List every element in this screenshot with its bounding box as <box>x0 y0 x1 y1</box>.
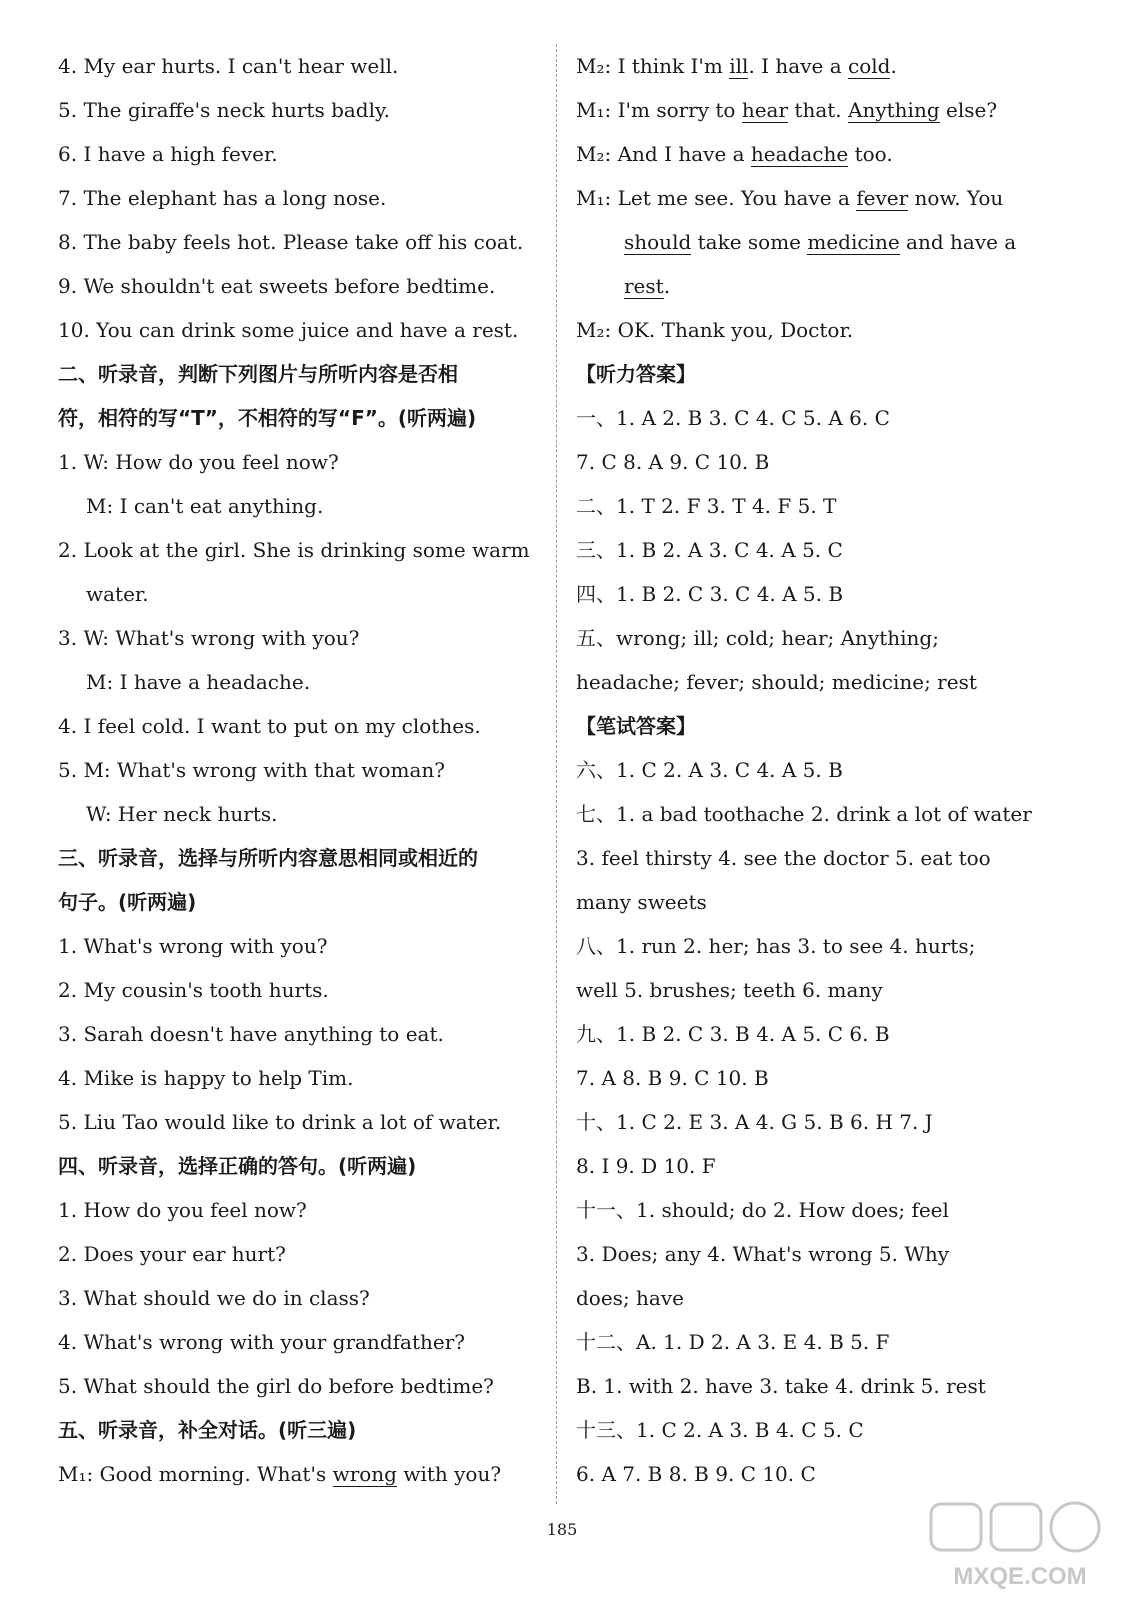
text-line: 4. What's wrong with your grandfather? <box>58 1330 465 1354</box>
text-line: 1. W: How do you feel now? <box>58 450 339 474</box>
answer-line: 一、1. A 2. B 3. C 4. C 5. A 6. C <box>576 406 890 430</box>
watermark-logo <box>925 1498 1115 1594</box>
watermark-text: MXQE.COM <box>953 1563 1087 1590</box>
dialogue-line <box>576 264 1056 308</box>
dialogue-text: M₁: I'm sorry to <box>576 98 742 122</box>
listening-answers-heading: 【听力答案】 <box>576 362 696 386</box>
text-line: 3. Sarah doesn't have anything to eat. <box>58 1022 444 1046</box>
dialogue-text: M₁: Good morning. What's <box>58 1462 333 1486</box>
answer-line: 三、1. B 2. A 3. C 4. A 5. C <box>576 538 843 562</box>
answer-line: 7. C 8. A 9. C 10. B <box>576 450 770 474</box>
answer-underline: fever <box>856 186 909 210</box>
answer-underline: rest <box>624 274 664 298</box>
answer-line: 九、1. B 2. C 3. B 4. A 5. C 6. B <box>576 1022 890 1046</box>
answer-line: 十一、1. should; do 2. How does; feel <box>576 1198 949 1222</box>
answer-underline: headache <box>750 142 849 166</box>
answer-line: 十三、1. C 2. A 3. B 4. C 5. C <box>576 1418 864 1442</box>
dialogue-line <box>576 176 1056 220</box>
answer-underline: should <box>624 230 692 254</box>
answer-line: 二、1. T 2. F 3. T 4. F 5. T <box>576 494 837 518</box>
answer-line: B. 1. with 2. have 3. take 4. drink 5. rest <box>576 1374 986 1398</box>
answer-line: 八、1. run 2. her; has 3. to see 4. hurts; <box>576 934 976 958</box>
dialogue-text: else? <box>939 98 998 122</box>
answer-line: 7. A 8. B 9. C 10. B <box>576 1066 769 1090</box>
answer-line: 六、1. C 2. A 3. C 4. A 5. B <box>576 758 843 782</box>
dialogue-line <box>576 88 1056 132</box>
answer-underline: Anything <box>848 98 940 122</box>
answer-underline: cold <box>848 54 891 78</box>
page-number: 185 <box>546 1520 578 1539</box>
dialogue-text: with you? <box>396 1462 502 1486</box>
text-line: 7. The elephant has a long nose. <box>58 186 387 210</box>
answer-line: 四、1. B 2. C 3. C 4. A 5. B <box>576 582 844 606</box>
text-line: 3. What should we do in class? <box>58 1286 370 1310</box>
answer-line: 6. A 7. B 8. B 9. C 10. C <box>576 1462 816 1486</box>
text-line: 4. Mike is happy to help Tim. <box>58 1066 354 1090</box>
section-title: 二、听录音，判断下列图片与所听内容是否相 <box>58 362 458 386</box>
answer-underline: medicine <box>807 230 900 254</box>
dialogue-text: and have a <box>899 230 1017 254</box>
answer-underline: ill <box>729 54 749 78</box>
answer-line: well 5. brushes; teeth 6. many <box>576 978 883 1002</box>
answer-line: 五、wrong; ill; cold; hear; Anything; <box>576 626 939 650</box>
answer-line: headache; fever; should; medicine; rest <box>576 670 977 694</box>
answer-line: many sweets <box>576 890 707 914</box>
text-line: 4. My ear hurts. I can't hear well. <box>58 54 399 78</box>
dialogue-line <box>58 1452 548 1496</box>
right-column <box>576 44 1056 1496</box>
answer-line: does; have <box>576 1286 684 1310</box>
dialogue-text: take some <box>691 230 808 254</box>
answer-line: 七、1. a bad toothache 2. drink a lot of water <box>576 802 1032 826</box>
text-line: 3. W: What's wrong with you? <box>58 626 360 650</box>
answer-underline: hear <box>741 98 789 122</box>
text-line: 6. I have a high fever. <box>58 142 278 166</box>
text-line: 2. Look at the girl. She is drinking some warm <box>58 538 530 562</box>
answer-line: 8. I 9. D 10. F <box>576 1154 716 1178</box>
text-line: 1. What's wrong with you? <box>58 934 328 958</box>
section-title: 五、听录音，补全对话。(听三遍) <box>58 1418 357 1442</box>
dialogue-text: M₂: I think I'm <box>576 54 730 78</box>
text-line: W: Her neck hurts. <box>86 802 278 826</box>
text-line: 5. What should the girl do before bedtime? <box>58 1374 494 1398</box>
dialogue-text: . <box>663 274 671 298</box>
dialogue-line <box>576 44 1056 88</box>
text-line: 8. The baby feels hot. Please take off his coat. <box>58 230 524 254</box>
dialogue-line: M₂: OK. Thank you, Doctor. <box>576 318 854 342</box>
section-title: 四、听录音，选择正确的答句。(听两遍) <box>58 1154 417 1178</box>
dialogue-text: . I have a <box>748 54 849 78</box>
written-answers-heading: 【笔试答案】 <box>576 714 696 738</box>
section-title: 三、听录音，选择与所听内容意思相同或相近的 <box>58 846 478 870</box>
answer-line: 十二、A. 1. D 2. A 3. E 4. B 5. F <box>576 1330 890 1354</box>
dialogue-text: M₂: And I have a <box>576 142 751 166</box>
dialogue-line <box>576 132 1056 176</box>
dialogue-text: . <box>890 54 897 78</box>
column-divider <box>556 44 557 1504</box>
section-title: 句子。(听两遍) <box>58 890 197 914</box>
answer-line: 十、1. C 2. E 3. A 4. G 5. B 6. H 7. J <box>576 1110 933 1134</box>
dialogue-text: now. You <box>908 186 1004 210</box>
answer-line: 3. feel thirsty 4. see the doctor 5. eat too <box>576 846 991 870</box>
dialogue-text: that. <box>788 98 848 122</box>
answer-underline: wrong <box>332 1462 397 1486</box>
text-line: water. <box>86 582 149 606</box>
text-line: 4. I feel cold. I want to put on my clothes. <box>58 714 481 738</box>
text-line: M: I have a headache. <box>86 670 311 694</box>
answer-line: 3. Does; any 4. What's wrong 5. Why <box>576 1242 950 1266</box>
text-line: 9. We shouldn't eat sweets before bedtime. <box>58 274 496 298</box>
dialogue-text: too. <box>848 142 893 166</box>
text-line: 2. Does your ear hurt? <box>58 1242 286 1266</box>
section-title: 符，相符的写“T”，不相符的写“F”。(听两遍) <box>58 406 477 430</box>
dialogue-line <box>576 220 1056 264</box>
text-line: 2. My cousin's tooth hurts. <box>58 978 329 1002</box>
dialogue-text: M₁: Let me see. You have a <box>576 186 857 210</box>
text-line: 1. How do you feel now? <box>58 1198 307 1222</box>
text-line: M: I can't eat anything. <box>86 494 324 518</box>
left-column <box>58 44 548 1496</box>
text-line: 10. You can drink some juice and have a rest. <box>58 318 519 342</box>
text-line: 5. M: What's wrong with that woman? <box>58 758 445 782</box>
text-line: 5. The giraffe's neck hurts badly. <box>58 98 391 122</box>
text-line: 5. Liu Tao would like to drink a lot of water. <box>58 1110 502 1134</box>
